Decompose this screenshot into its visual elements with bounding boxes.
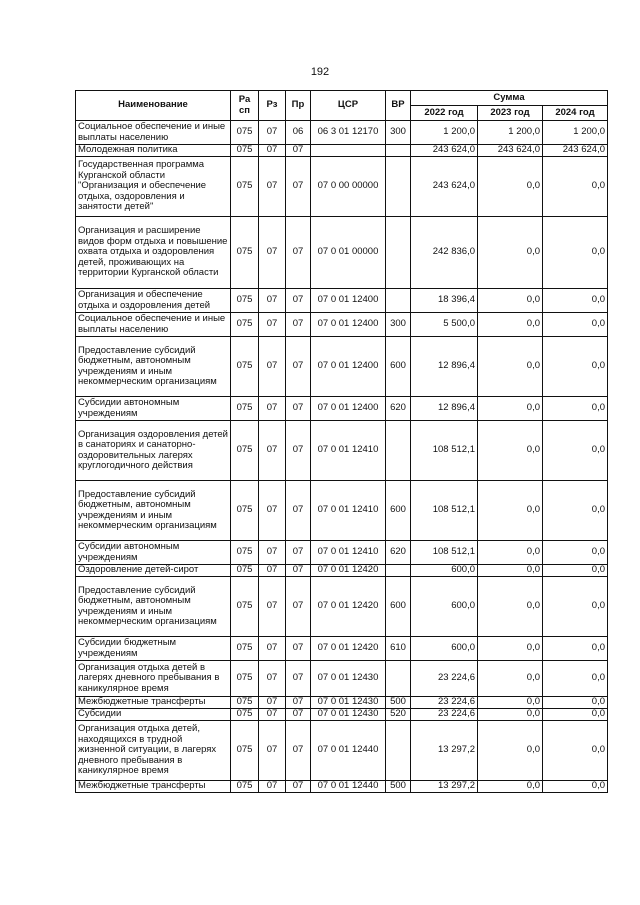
cell-2023: 0,0 [478,781,543,793]
header-vr: ВР [386,91,411,121]
cell-name: Социальное обеспечение и иные выплаты населению [76,121,231,145]
cell-rz: 07 [259,121,286,145]
cell-csr: 07 0 01 12400 [311,337,386,397]
cell-2022: 12 896,4 [411,337,478,397]
cell-csr: 07 0 01 12430 [311,709,386,721]
cell-2022: 12 896,4 [411,397,478,421]
table-row [76,421,608,481]
cell-2023: 0,0 [478,313,543,337]
cell-pr: 07 [286,145,311,157]
cell-2023: 0,0 [478,289,543,313]
cell-rasp: 075 [231,481,259,541]
cell-rz: 07 [259,145,286,157]
table-row [76,217,608,289]
cell-2023: 0,0 [478,337,543,397]
cell-pr: 07 [286,637,311,661]
cell-rz: 07 [259,709,286,721]
cell-2022: 23 224,6 [411,661,478,697]
cell-rz: 07 [259,637,286,661]
cell-2023: 0,0 [478,661,543,697]
cell-csr: 07 0 01 12420 [311,565,386,577]
header-2024: 2024 год [543,106,608,121]
cell-2024: 0,0 [543,421,608,481]
budget-table [75,90,608,793]
cell-pr: 07 [286,337,311,397]
cell-csr: 07 0 01 12440 [311,721,386,781]
cell-rasp: 075 [231,781,259,793]
cell-rz: 07 [259,313,286,337]
cell-2023: 0,0 [478,217,543,289]
cell-name: Межбюджетные трансферты [76,781,231,793]
cell-pr: 07 [286,697,311,709]
cell-name: Социальное обеспечение и иные выплаты населению [76,313,231,337]
cell-csr: 07 0 01 12400 [311,289,386,313]
cell-pr: 07 [286,217,311,289]
cell-csr: 07 0 01 12400 [311,313,386,337]
header-csr: ЦСР [311,91,386,121]
cell-rasp: 075 [231,289,259,313]
table-row [76,577,608,637]
cell-rasp: 075 [231,637,259,661]
cell-pr: 07 [286,421,311,481]
cell-name: Субсидии автономным учреждениям [76,397,231,421]
cell-vr: 620 [386,397,411,421]
cell-name: Субсидии [76,709,231,721]
cell-2024: 0,0 [543,397,608,421]
cell-2024: 243 624,0 [543,145,608,157]
cell-rz: 07 [259,697,286,709]
cell-2022: 5 500,0 [411,313,478,337]
cell-rz: 07 [259,481,286,541]
cell-rz: 07 [259,721,286,781]
cell-name: Государственная программа Курганской области "Организация и обеспечение отдыха, оздоровления и занятости детей" [76,157,231,217]
table-row [76,289,608,313]
cell-rz: 07 [259,397,286,421]
cell-csr: 07 0 01 12440 [311,781,386,793]
table-row [76,481,608,541]
cell-2024: 0,0 [543,781,608,793]
cell-rz: 07 [259,577,286,637]
cell-name: Предоставление субсидий бюджетным, автономным учреждениям и иным некоммерческим организациям [76,337,231,397]
cell-csr: 06 3 01 12170 [311,121,386,145]
cell-2024: 0,0 [543,709,608,721]
cell-2023: 0,0 [478,157,543,217]
table-row [76,781,608,793]
cell-2024: 0,0 [543,313,608,337]
header-2022: 2022 год [411,106,478,121]
cell-vr [386,721,411,781]
cell-2022: 18 396,4 [411,289,478,313]
table-row [76,565,608,577]
table-row [76,121,608,145]
cell-rasp: 075 [231,565,259,577]
cell-2022: 600,0 [411,565,478,577]
table-row [76,397,608,421]
cell-2023: 0,0 [478,397,543,421]
cell-2023: 0,0 [478,721,543,781]
cell-2023: 0,0 [478,421,543,481]
cell-csr: 07 0 01 12420 [311,637,386,661]
cell-rasp: 075 [231,145,259,157]
table-row [76,661,608,697]
cell-2024: 0,0 [543,721,608,781]
cell-rasp: 075 [231,697,259,709]
table-row [76,709,608,721]
table-row [76,697,608,709]
cell-rasp: 075 [231,421,259,481]
header-2023: 2023 год [478,106,543,121]
cell-vr: 600 [386,337,411,397]
cell-2022: 23 224,6 [411,709,478,721]
cell-csr: 07 0 00 00000 [311,157,386,217]
cell-rasp: 075 [231,121,259,145]
table-row [76,721,608,781]
cell-2023: 0,0 [478,709,543,721]
cell-2022: 600,0 [411,637,478,661]
cell-pr: 07 [286,157,311,217]
cell-2022: 243 624,0 [411,157,478,217]
cell-csr: 07 0 01 12400 [311,397,386,421]
header-name: Наименование [76,91,231,121]
cell-vr: 500 [386,697,411,709]
header-sum: Сумма [411,91,608,106]
table-row [76,157,608,217]
cell-2022: 13 297,2 [411,721,478,781]
cell-rasp: 075 [231,397,259,421]
cell-2022: 108 512,1 [411,541,478,565]
cell-rasp: 075 [231,541,259,565]
cell-2024: 0,0 [543,217,608,289]
cell-2024: 0,0 [543,157,608,217]
cell-name: Организация и расширение видов форм отдыха и повышение охвата отдыха и оздоровления детей, проживающих на территории Курганской области [76,217,231,289]
cell-2023: 243 624,0 [478,145,543,157]
header-rz: Рз [259,91,286,121]
cell-rasp: 075 [231,313,259,337]
table-row [76,337,608,397]
cell-rz: 07 [259,157,286,217]
cell-2024: 0,0 [543,481,608,541]
cell-name: Организация отдыха детей в лагерях дневного пребывания в каникулярное время [76,661,231,697]
cell-pr: 07 [286,481,311,541]
cell-2022: 108 512,1 [411,421,478,481]
cell-pr: 07 [286,313,311,337]
cell-vr: 520 [386,709,411,721]
cell-rz: 07 [259,541,286,565]
cell-csr: 07 0 01 12410 [311,421,386,481]
cell-csr: 07 0 01 12420 [311,577,386,637]
cell-2022: 1 200,0 [411,121,478,145]
cell-vr [386,421,411,481]
cell-rz: 07 [259,337,286,397]
cell-vr [386,661,411,697]
cell-2022: 13 297,2 [411,781,478,793]
page-number: 192 [310,66,330,78]
cell-2022: 23 224,6 [411,697,478,709]
cell-pr: 07 [286,565,311,577]
cell-2024: 0,0 [543,577,608,637]
cell-rasp: 075 [231,721,259,781]
table-row [76,637,608,661]
cell-vr [386,565,411,577]
cell-name: Организация отдыха детей, находящихся в трудной жизненной ситуации, в лагерях дневного пребывания в каникулярное время [76,721,231,781]
table-row [76,541,608,565]
cell-vr [386,145,411,157]
cell-vr: 500 [386,781,411,793]
cell-vr [386,289,411,313]
cell-name: Межбюджетные трансферты [76,697,231,709]
cell-rz: 07 [259,289,286,313]
cell-2023: 1 200,0 [478,121,543,145]
cell-csr: 07 0 01 00000 [311,217,386,289]
cell-vr [386,157,411,217]
cell-2024: 0,0 [543,637,608,661]
cell-pr: 06 [286,121,311,145]
cell-pr: 07 [286,721,311,781]
cell-pr: 07 [286,541,311,565]
cell-2024: 0,0 [543,337,608,397]
cell-2024: 0,0 [543,697,608,709]
cell-name: Субсидии автономным учреждениям [76,541,231,565]
cell-2024: 0,0 [543,565,608,577]
cell-2022: 600,0 [411,577,478,637]
cell-rz: 07 [259,565,286,577]
cell-rasp: 075 [231,337,259,397]
cell-2022: 243 624,0 [411,145,478,157]
cell-name: Предоставление субсидий бюджетным, автономным учреждениям и иным некоммерческим организациям [76,481,231,541]
cell-pr: 07 [286,709,311,721]
cell-name: Предоставление субсидий бюджетным, автономным учреждениям и иным некоммерческим организациям [76,577,231,637]
cell-2023: 0,0 [478,637,543,661]
cell-2024: 0,0 [543,289,608,313]
cell-2024: 0,0 [543,661,608,697]
header-rasp: Ра сп [231,91,259,121]
cell-name: Организация и обеспечение отдыха и оздоровления детей [76,289,231,313]
cell-vr: 300 [386,313,411,337]
cell-vr: 300 [386,121,411,145]
cell-name: Организация оздоровления детей в санаториях и санаторно-оздоровительных лагерях круглогодичного действия [76,421,231,481]
cell-rasp: 075 [231,157,259,217]
cell-rz: 07 [259,661,286,697]
cell-csr: 07 0 01 12430 [311,661,386,697]
table-row [76,145,608,157]
cell-pr: 07 [286,577,311,637]
table-row [76,313,608,337]
cell-2024: 1 200,0 [543,121,608,145]
cell-name: Оздоровление детей-сирот [76,565,231,577]
cell-rasp: 075 [231,577,259,637]
cell-rz: 07 [259,781,286,793]
cell-pr: 07 [286,781,311,793]
cell-vr [386,217,411,289]
cell-rz: 07 [259,217,286,289]
cell-2023: 0,0 [478,577,543,637]
cell-rasp: 075 [231,661,259,697]
cell-2023: 0,0 [478,481,543,541]
cell-vr: 600 [386,481,411,541]
cell-2022: 108 512,1 [411,481,478,541]
cell-2023: 0,0 [478,565,543,577]
cell-2022: 242 836,0 [411,217,478,289]
cell-pr: 07 [286,661,311,697]
cell-vr: 600 [386,577,411,637]
cell-rz: 07 [259,421,286,481]
cell-rasp: 075 [231,217,259,289]
cell-csr [311,145,386,157]
cell-name: Субсидии бюджетным учреждениям [76,637,231,661]
cell-csr: 07 0 01 12430 [311,697,386,709]
cell-rasp: 075 [231,709,259,721]
cell-2024: 0,0 [543,541,608,565]
cell-2023: 0,0 [478,541,543,565]
cell-csr: 07 0 01 12410 [311,541,386,565]
cell-pr: 07 [286,397,311,421]
cell-vr: 610 [386,637,411,661]
cell-vr: 620 [386,541,411,565]
cell-name: Молодежная политика [76,145,231,157]
cell-pr: 07 [286,289,311,313]
cell-2023: 0,0 [478,697,543,709]
header-pr: Пр [286,91,311,121]
cell-csr: 07 0 01 12410 [311,481,386,541]
